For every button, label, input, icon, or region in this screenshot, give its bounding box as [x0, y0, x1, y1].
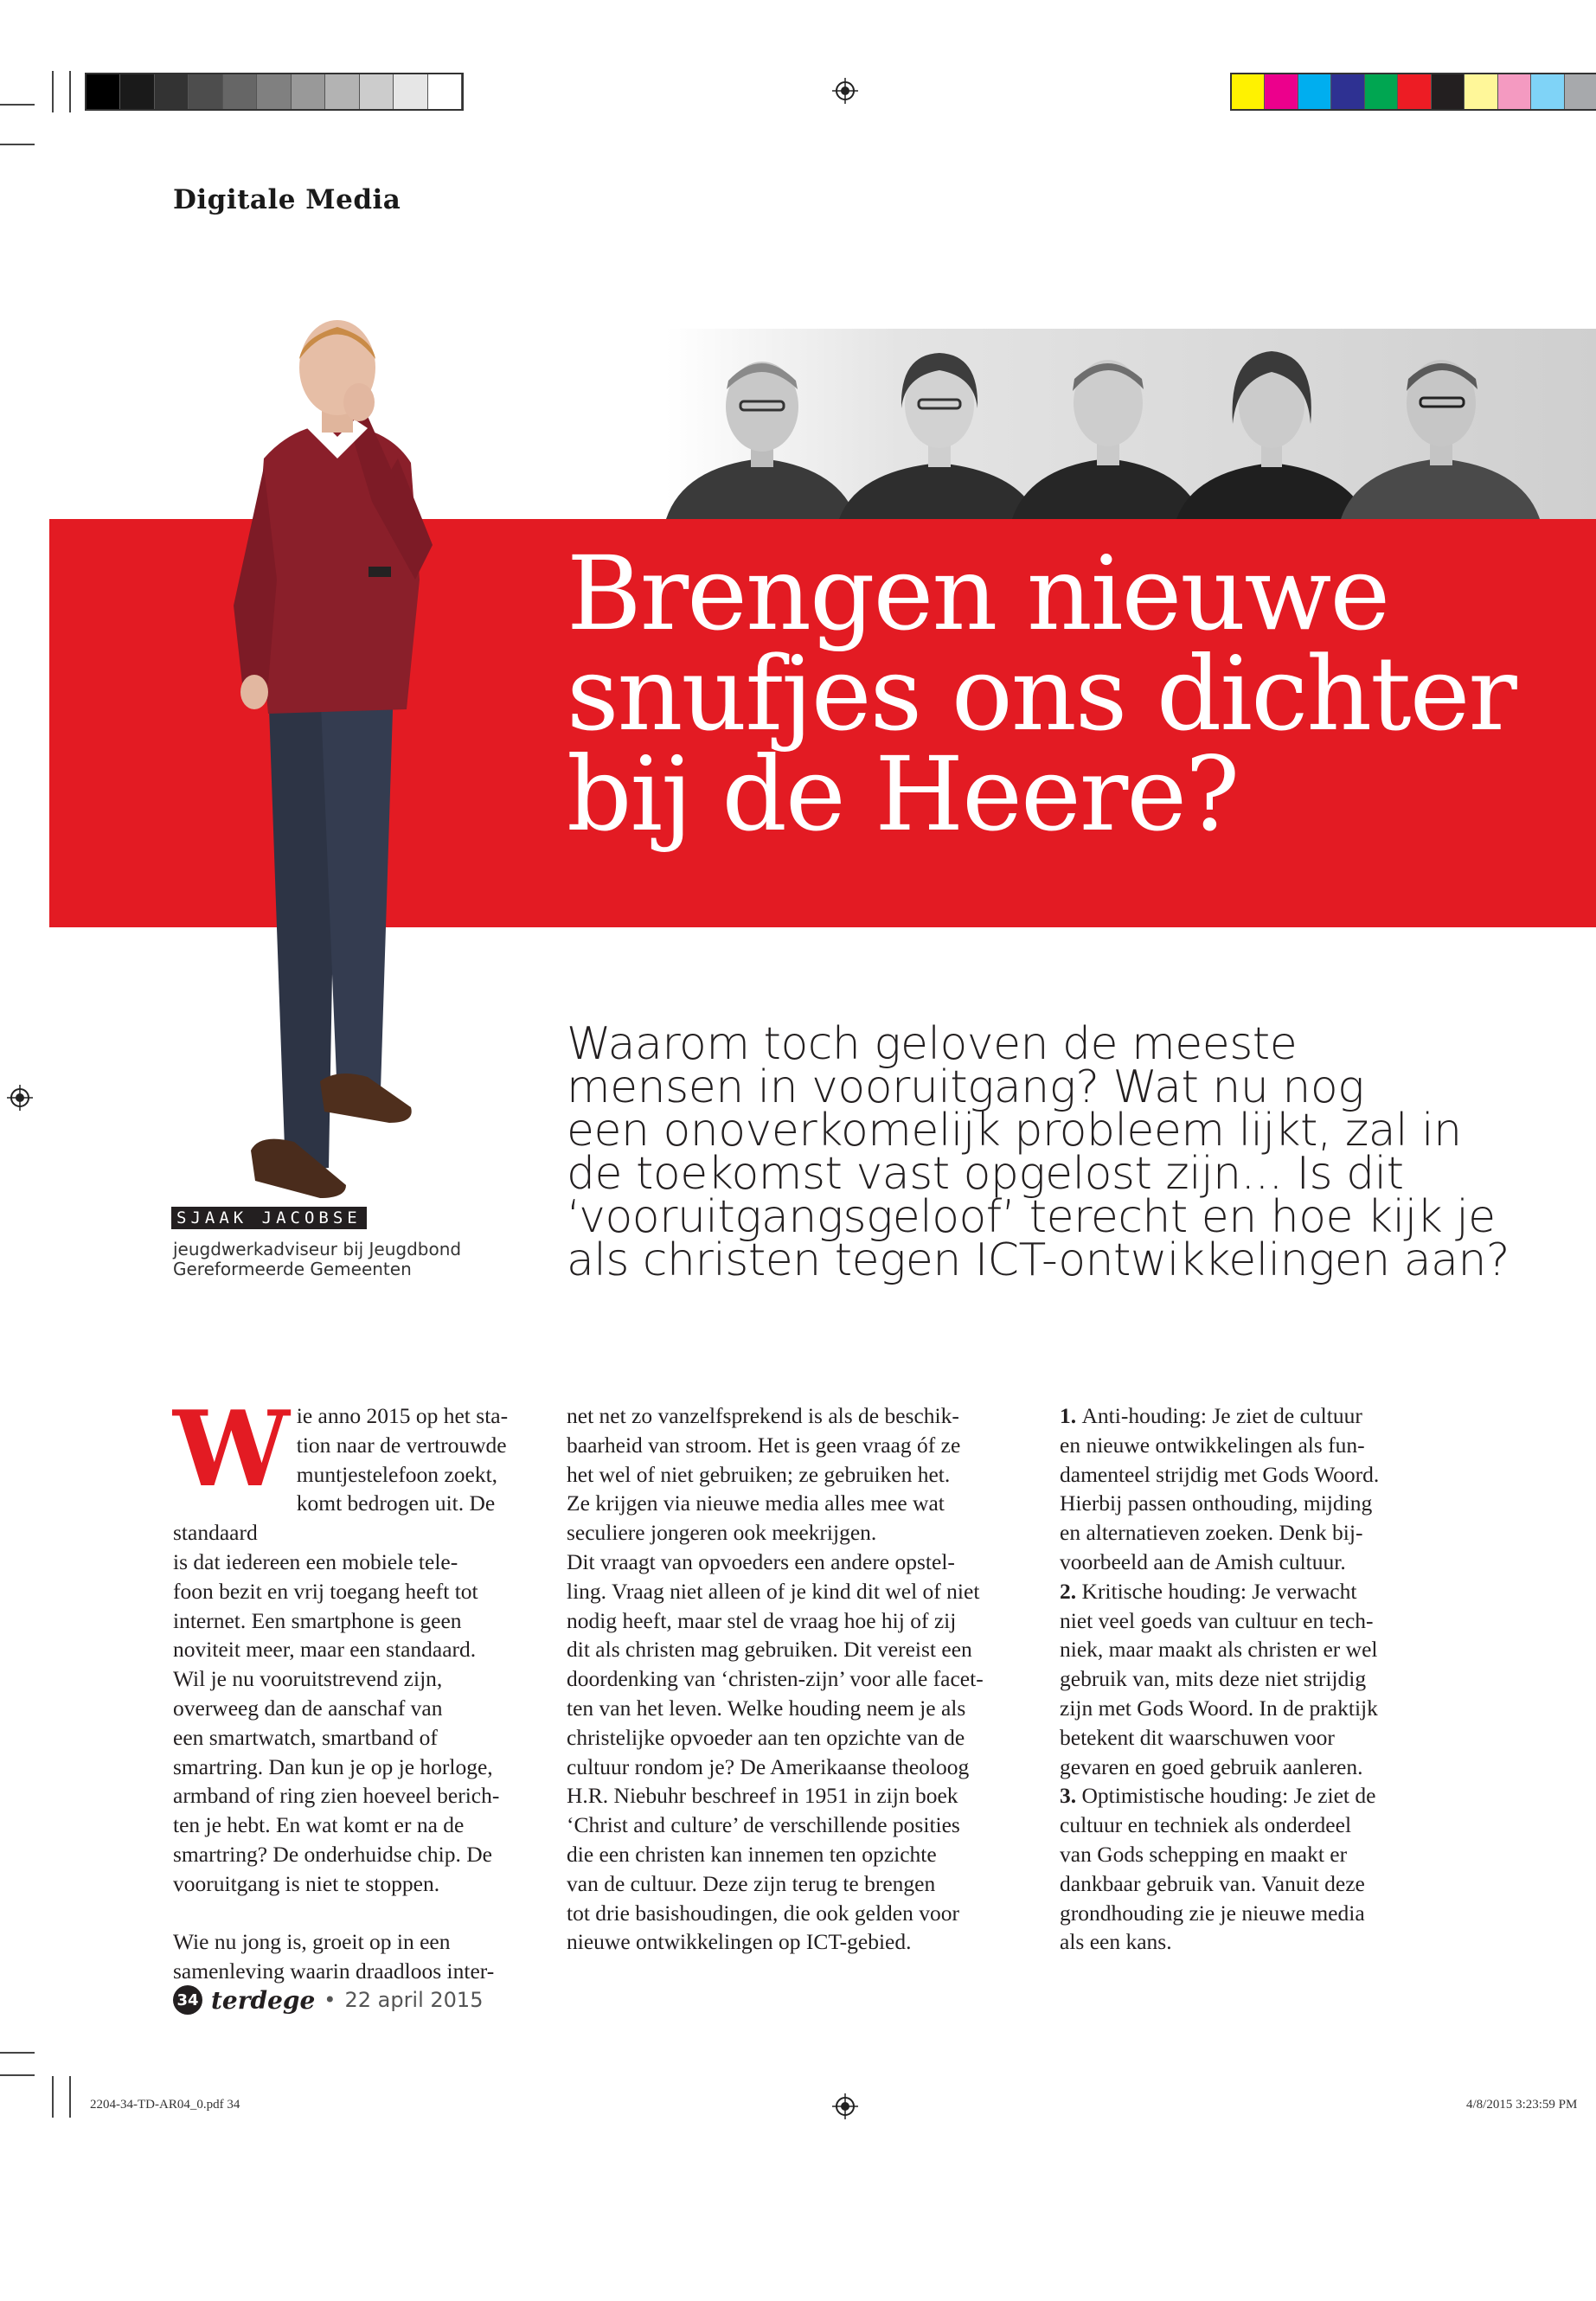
crop-mark	[0, 2074, 35, 2076]
body-line: ie anno 2015 op het sta-	[296, 1403, 509, 1428]
print-slug-file: 2204-34-TD-AR04_0.pdf 34	[90, 2098, 240, 2112]
body-line: noviteit meer, maar een standaard.	[173, 1637, 477, 1663]
body-line	[1060, 1694, 1432, 1723]
body-text	[173, 1927, 536, 1986]
body-line	[1060, 1664, 1432, 1694]
list-text: niet veel goeds van cultuur en tech-	[1060, 1607, 1374, 1633]
body-line	[1060, 1781, 1432, 1811]
list-text: Optimistische houding: Je ziet de	[1081, 1783, 1376, 1809]
body-line: smartring. Dan kun je op je horloge,	[173, 1753, 493, 1779]
process-color-bar	[1230, 73, 1596, 111]
drop-cap: W	[173, 1388, 290, 1510]
magazine-logo: terdege	[211, 1985, 316, 2015]
list-text: Anti-houding: Je ziet de cultuur	[1081, 1403, 1362, 1428]
color-swatch	[292, 74, 325, 109]
color-swatch	[1265, 74, 1298, 109]
color-swatch	[325, 74, 359, 109]
crop-mark	[0, 104, 35, 106]
page-footer	[173, 1985, 483, 2015]
body-line	[1060, 1723, 1432, 1753]
body-line: een smartwatch, smartband of	[173, 1724, 438, 1750]
color-swatch	[155, 74, 189, 109]
body-column-1	[173, 1388, 536, 1986]
body-line: komt bedrogen uit. De standaard	[173, 1490, 496, 1546]
body-line	[1060, 1840, 1432, 1869]
body-line: overweeg dan de aanschaf van	[173, 1695, 443, 1721]
body-column-3	[1060, 1401, 1432, 1957]
body-line: tot drie basishoudingen, die ook gelden voor	[567, 1900, 959, 1926]
list-text: betekent dit waarschuwen voor	[1060, 1724, 1335, 1750]
body-line	[1060, 1548, 1432, 1577]
color-swatch	[1531, 74, 1564, 109]
list-number: 2.	[1060, 1578, 1082, 1604]
registration-mark-icon	[832, 2093, 858, 2119]
list-text: en alternatieven zoeken. Denk bij-	[1060, 1520, 1363, 1546]
portraits-photo	[666, 329, 1596, 519]
body-line: is dat iedereen een mobiele tele-	[173, 1548, 458, 1574]
lead-line: de toekomst vast opgelost zijn... Is dit	[567, 1148, 1404, 1200]
body-line: dit als christen mag gebruiken. Dit vereist een	[567, 1637, 972, 1663]
body-line: H.R. Niebuhr beschreef in 1951 in zijn boek	[567, 1783, 958, 1809]
list-item	[1060, 1577, 1432, 1782]
color-swatch	[1498, 74, 1531, 109]
page-number: 34	[173, 1985, 202, 2015]
color-swatch	[1432, 74, 1465, 109]
author-role-line: Gereformeerde Gemeenten	[173, 1259, 412, 1279]
body-line: doordenking van ‘christen-zijn’ voor alle facet-	[567, 1666, 984, 1692]
body-line: vooruitgang is niet te stoppen.	[173, 1870, 440, 1896]
body-line: Wie nu jong is, groeit op in een	[173, 1929, 451, 1955]
body-line: internet. Een smartphone is geen	[173, 1607, 462, 1633]
body-line	[1060, 1577, 1432, 1606]
color-swatch	[120, 74, 154, 109]
color-swatch	[1465, 74, 1497, 109]
body-line	[1060, 1811, 1432, 1840]
lead-line: ‘vooruitgangsgeloof’ terecht en hoe kijk je	[567, 1191, 1496, 1243]
section-label: Digitale Media	[173, 184, 401, 215]
body-line: baarheid van stroom. Het is geen vraag óf ze	[567, 1432, 961, 1458]
author-role	[173, 1240, 502, 1279]
body-line	[1060, 1431, 1432, 1460]
body-line: ‘Christ and culture’ de verschillende posities	[567, 1812, 960, 1838]
headline-line: snufjes ons dichter	[567, 634, 1516, 753]
body-line: Dit vraagt van opvoeders een andere opstel-	[567, 1548, 955, 1574]
color-swatch	[87, 74, 120, 109]
body-line	[1060, 1606, 1432, 1636]
body-text	[567, 1401, 1012, 1957]
publication-date: 22 april 2015	[344, 1988, 484, 2012]
author-photo	[216, 320, 458, 1202]
body-line: armband of ring zien hoeveel berich-	[173, 1783, 500, 1809]
body-line: het wel of niet gebruiken; ze gebruiken het.	[567, 1461, 951, 1487]
body-line: muntjestelefoon zoekt,	[296, 1461, 498, 1487]
body-line: smartring? De onderhuidse chip. De	[173, 1841, 492, 1867]
body-line: christelijke opvoeder aan ten opzichte van de	[567, 1724, 965, 1750]
list-text: damenteel strijdig met Gods Woord.	[1060, 1461, 1380, 1487]
body-line: nieuwe ontwikkelingen op ICT-gebied.	[567, 1929, 912, 1955]
color-swatch	[360, 74, 394, 109]
body-line: tion naar de vertrouwde	[296, 1432, 507, 1458]
list-item	[1060, 1401, 1432, 1577]
body-line: Ze krijgen via nieuwe media alles mee wat	[567, 1490, 945, 1516]
list-text: dankbaar gebruik van. Vanuit deze	[1060, 1870, 1365, 1896]
list-number: 3.	[1060, 1783, 1082, 1809]
list-text: Hierbij passen onthouding, mijding	[1060, 1490, 1373, 1516]
body-line: die een christen kan innemen ten opzichte	[567, 1841, 937, 1867]
list-text: van Gods schepping en maakt er	[1060, 1841, 1348, 1867]
color-swatch	[189, 74, 222, 109]
list-text: Kritische houding: Je verwacht	[1081, 1578, 1357, 1604]
lead-line: een onoverkomelijk probleem lijkt, zal in	[567, 1105, 1462, 1157]
body-line	[1060, 1518, 1432, 1548]
body-line: seculiere jongeren ook meekrijgen.	[567, 1520, 877, 1546]
body-line: samenleving waarin draadloos inter-	[173, 1958, 495, 1984]
body-line: ling. Vraag niet alleen of je kind dit wel of niet	[567, 1578, 980, 1604]
body-line: Wil je nu vooruitstrevend zijn,	[173, 1666, 443, 1692]
color-swatch	[223, 74, 257, 109]
body-line	[1060, 1899, 1432, 1928]
body-line	[1060, 1869, 1432, 1899]
list-text: zijn met Gods Woord. In de praktijk	[1060, 1695, 1378, 1721]
list-text: als een kans.	[1060, 1929, 1172, 1955]
list-item	[1060, 1781, 1432, 1957]
lead-paragraph	[567, 1018, 1570, 1286]
body-line: ten van het leven. Welke houding neem je als	[567, 1695, 966, 1721]
color-swatch	[1298, 74, 1331, 109]
body-line	[1060, 1927, 1432, 1957]
list-number: 1.	[1060, 1403, 1082, 1428]
color-swatch	[1398, 74, 1431, 109]
color-swatch	[1331, 74, 1364, 109]
list-text: cultuur en techniek als onderdeel	[1060, 1812, 1352, 1838]
print-slug-timestamp: 4/8/2015 3:23:59 PM	[1466, 2098, 1578, 2112]
crop-mark	[0, 2052, 35, 2054]
gray-color-bar	[85, 73, 464, 111]
crop-mark	[69, 2076, 71, 2118]
body-line: nodig heeft, maar stel de vraag hoe hij of zij	[567, 1607, 957, 1633]
color-swatch	[1565, 74, 1596, 109]
color-swatch	[1232, 74, 1265, 109]
body-line	[1060, 1635, 1432, 1664]
registration-mark-icon	[7, 1085, 33, 1111]
author-name: SJAAK JACOBSE	[171, 1207, 367, 1229]
footer-bullet: •	[324, 1988, 337, 2012]
body-column-2	[567, 1401, 1012, 1957]
author-role-line: jeugdwerkadviseur bij Jeugdbond	[173, 1239, 462, 1259]
list-text: en nieuwe ontwikkelingen als fun-	[1060, 1432, 1365, 1458]
body-line: van de cultuur. Deze zijn terug te brengen	[567, 1870, 936, 1896]
body-line: cultuur rondom je? De Amerikaanse theoloog	[567, 1753, 970, 1779]
body-line	[1060, 1489, 1432, 1518]
body-line	[1060, 1460, 1432, 1490]
body-line: foon bezit en vrij toegang heeft tot	[173, 1578, 478, 1604]
color-swatch	[257, 74, 291, 109]
color-swatch	[394, 74, 427, 109]
body-line: net net zo vanzelfsprekend is als de beschik-	[567, 1403, 959, 1428]
headline	[567, 534, 1587, 854]
color-swatch	[428, 74, 462, 109]
lead-line: Waarom toch geloven de meeste	[567, 1018, 1298, 1070]
color-swatch	[1365, 74, 1398, 109]
crop-mark	[0, 144, 35, 145]
body-line	[1060, 1753, 1432, 1782]
lead-line: als christen tegen ICT-ontwikkelingen aan?	[567, 1234, 1510, 1286]
crop-mark	[52, 2076, 54, 2118]
list-text: gevaren en goed gebruik aanleren.	[1060, 1753, 1363, 1779]
list-text: gebruik van, mits deze niet strijdig	[1060, 1666, 1367, 1692]
registration-mark-icon	[832, 78, 858, 104]
headline-line: Brengen nieuwe	[567, 534, 1389, 653]
list-text: grondhouding zie je nieuwe media	[1060, 1900, 1365, 1926]
list-text: voorbeeld aan de Amish cultuur.	[1060, 1548, 1346, 1574]
list-text: niek, maar maakt als christen er wel	[1060, 1637, 1378, 1663]
crop-mark	[52, 71, 54, 112]
body-line	[1060, 1401, 1432, 1431]
crop-mark	[69, 71, 71, 112]
headline-line: bij de Heere?	[567, 734, 1239, 854]
body-line: ten je hebt. En wat komt er na de	[173, 1812, 465, 1838]
lead-line: mensen in vooruitgang? Wat nu nog	[567, 1061, 1364, 1113]
